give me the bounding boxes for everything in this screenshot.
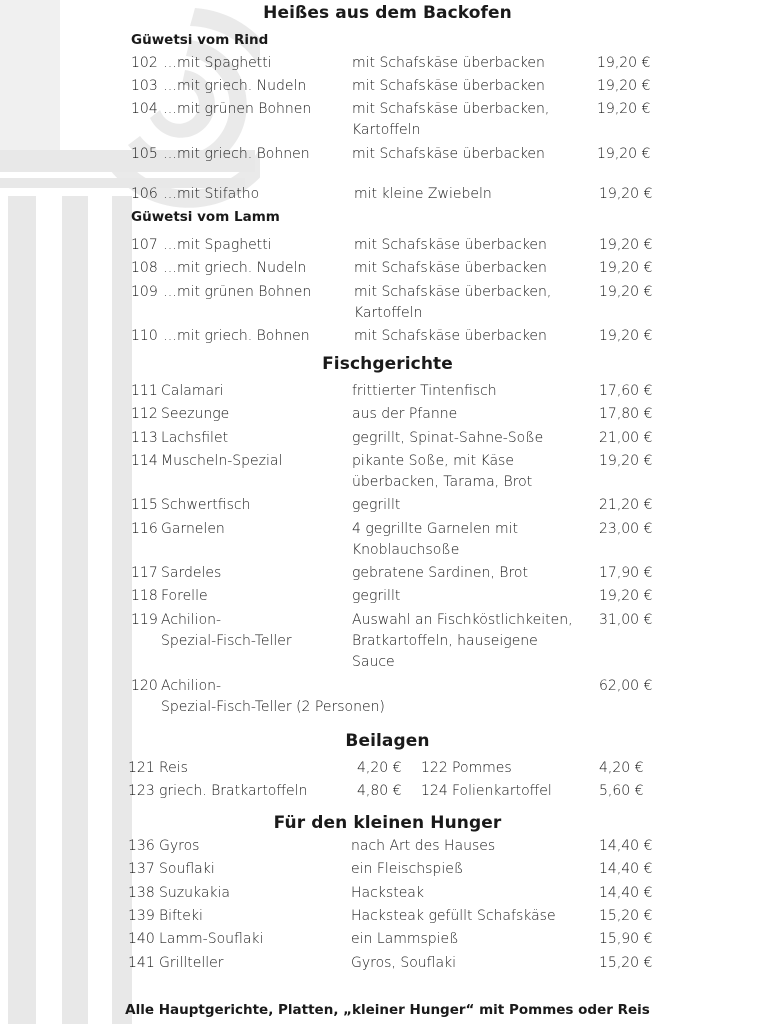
menu-item-price: 14,40 €: [599, 885, 653, 901]
menu-item-name: …mit griech. Bohnen: [163, 328, 310, 344]
menu-item-description: Hacksteak gefüllt Schafskäse: [351, 908, 556, 924]
section-title-beilagen: Beilagen: [345, 731, 430, 751]
menu-item-name: Forelle: [161, 588, 208, 604]
menu-item-description: nach Art des Hauses: [351, 838, 496, 854]
menu-item-number: 136: [128, 838, 155, 854]
menu-item-number: 108: [131, 260, 158, 276]
menu-item-description: mit Schafskäse überbacken: [354, 260, 547, 276]
menu-item-price: 23,00 €: [599, 521, 653, 537]
menu-item-price: 19,20 €: [597, 146, 651, 162]
menu-item-name: …mit Spaghetti: [163, 55, 272, 71]
menu-item-price: 21,00 €: [599, 430, 653, 446]
menu-item-number: 141: [128, 955, 155, 971]
menu-item-name: …mit grünen Bohnen: [163, 101, 312, 117]
menu-item-name: Reis: [159, 760, 188, 776]
menu-item-number: 103: [131, 78, 158, 94]
menu-item-number: 115: [131, 497, 158, 513]
menu-item-number: 106: [131, 186, 158, 202]
menu-item-name: Gyros: [159, 838, 200, 854]
menu-item-name: Pommes: [452, 760, 512, 776]
menu-item-price: 19,20 €: [599, 260, 653, 276]
menu-item-price: 31,00 €: [599, 612, 653, 628]
menu-item-description: Gyros, Souflaki: [351, 955, 457, 971]
menu-item-number: 114: [131, 453, 158, 469]
menu-item-name: …mit grünen Bohnen: [163, 284, 312, 300]
menu-item-price: 15,20 €: [599, 955, 653, 971]
menu-item-price: 62,00 €: [599, 678, 653, 694]
menu-item-number: 116: [131, 521, 158, 537]
menu-item-name: Schwertfisch: [161, 497, 251, 513]
menu-item-description: mit Schafskäse überbacken: [354, 328, 547, 344]
menu-item-number: 104: [131, 101, 158, 117]
menu-item-description: frittierter Tintenfisch: [352, 383, 497, 399]
menu-item-name: …mit Spaghetti: [163, 237, 272, 253]
menu-item-description-line2: Kartoffeln: [352, 122, 421, 138]
menu-item-description: mit Schafskäse überbacken: [352, 146, 545, 162]
section-title-hunger: Für den kleinen Hunger: [273, 813, 502, 833]
menu-item-name: Lachsfilet: [161, 430, 229, 446]
menu-item-number: 112: [131, 406, 158, 422]
menu-item-price: 19,20 €: [599, 237, 653, 253]
section-title-backofen: Heißes aus dem Backofen: [263, 3, 512, 23]
menu-item-price: 21,20 €: [599, 497, 653, 513]
menu-item-description-line2: überbacken, Tarama, Brot: [352, 474, 533, 490]
menu-item-number: 117: [131, 565, 158, 581]
menu-item-price: 17,80 €: [599, 406, 653, 422]
menu-item-description: gegrillt, Spinat-Sahne-Soße: [352, 430, 544, 446]
menu-item-price: 17,60 €: [599, 383, 653, 399]
menu-item-name: Calamari: [161, 383, 224, 399]
menu-item-name: Bifteki: [159, 908, 203, 924]
menu-item-number: 121: [128, 760, 155, 776]
menu-item-name: …mit Stifatho: [163, 186, 260, 202]
menu-item-number: 110: [131, 328, 158, 344]
section-title-fisch: Fischgerichte: [322, 354, 453, 374]
menu-item-name: …mit griech. Bohnen: [163, 146, 310, 162]
menu-item-name: Souflaki: [159, 861, 215, 877]
menu-item-price: 19,20 €: [597, 78, 651, 94]
menu-item-name: Grillteller: [159, 955, 224, 971]
menu-item-description: mit Schafskäse überbacken: [354, 237, 547, 253]
menu-item-name: Garnelen: [161, 521, 225, 537]
menu-item-number: 123: [128, 783, 155, 799]
menu-item-price: 4,20 €: [599, 760, 644, 776]
menu-item-name: Lamm-Souflaki: [159, 931, 264, 947]
menu-item-number: 140: [128, 931, 155, 947]
menu-item-description: ein Lammspieß: [351, 931, 459, 947]
menu-item-number: 111: [131, 383, 158, 399]
menu-item-price: 19,20 €: [599, 328, 653, 344]
menu-item-name: …mit griech. Nudeln: [163, 260, 307, 276]
menu-item-price: 19,20 €: [599, 588, 653, 604]
menu-item-number: 118: [131, 588, 158, 604]
subsection-title-lamm: Güwetsi vom Lamm: [131, 209, 280, 225]
menu-item-name: Muscheln-Spezial: [161, 453, 283, 469]
menu-item-name: Achilion-: [161, 678, 222, 694]
menu-item-description-line2: Knoblauchsoße: [352, 542, 460, 558]
menu-item-number: 124: [421, 783, 448, 799]
menu-item-description-line3: Sauce: [352, 654, 395, 670]
menu-item-number: 119: [131, 612, 158, 628]
menu-item-description: pikante Soße, mit Käse: [352, 453, 514, 469]
menu-item-description: aus der Pfanne: [352, 406, 458, 422]
menu-item-description: Hacksteak: [351, 885, 424, 901]
menu-item-name: Seezunge: [161, 406, 230, 422]
menu-item-price: 19,20 €: [599, 284, 653, 300]
menu-item-price: 14,40 €: [599, 861, 653, 877]
menu-item-number: 107: [131, 237, 158, 253]
menu-item-price: 5,60 €: [599, 783, 644, 799]
menu-item-name: …mit griech. Nudeln: [163, 78, 307, 94]
menu-item-description-line2: Bratkartoffeln, hauseigene: [352, 633, 538, 649]
menu-item-name-line2: Spezial-Fisch-Teller: [161, 633, 292, 649]
menu-item-number: 105: [131, 146, 158, 162]
menu-item-description-line2: Kartoffeln: [354, 305, 423, 321]
menu-item-number: 102: [131, 55, 158, 71]
menu-item-number: 137: [128, 861, 155, 877]
subsection-title-rind: Güwetsi vom Rind: [131, 32, 269, 48]
menu-item-price: 15,90 €: [599, 931, 653, 947]
menu-item-price: 14,40 €: [599, 838, 653, 854]
footer-note: Alle Hauptgerichte, Platten, „kleiner Hunger“ mit Pommes oder Reis: [125, 1002, 650, 1018]
menu-item-description: mit Schafskäse überbacken,: [354, 284, 552, 300]
menu-item-description: mit kleine Zwiebeln: [354, 186, 492, 202]
menu-item-description: gegrillt: [352, 588, 401, 604]
menu-item-name: Folienkartoffel: [452, 783, 552, 799]
menu-item-name: griech. Bratkartoffeln: [159, 783, 308, 799]
menu-item-number: 138: [128, 885, 155, 901]
menu-item-number: 120: [131, 678, 158, 694]
menu-item-name: Suzukakia: [159, 885, 230, 901]
menu-item-price: 19,20 €: [597, 55, 651, 71]
menu-item-price: 15,20 €: [599, 908, 653, 924]
menu-item-name-line2: Spezial-Fisch-Teller (2 Personen): [161, 699, 385, 715]
menu-item-price: 19,20 €: [599, 186, 653, 202]
menu-item-description: ein Fleischspieß: [351, 861, 464, 877]
menu-item-number: 109: [131, 284, 158, 300]
menu-item-description: mit Schafskäse überbacken: [352, 55, 545, 71]
menu-item-name: Achilion-: [161, 612, 222, 628]
menu-item-price: 4,80 €: [357, 783, 402, 799]
menu-item-description: mit Schafskäse überbacken,: [352, 101, 550, 117]
menu-item-number: 139: [128, 908, 155, 924]
menu-item-description: mit Schafskäse überbacken: [352, 78, 545, 94]
menu-item-name: Sardeles: [161, 565, 222, 581]
menu-item-price: 19,20 €: [597, 101, 651, 117]
menu-item-description: 4 gegrillte Garnelen mit: [352, 521, 519, 537]
menu-item-description: Auswahl an Fischköstlichkeiten,: [352, 612, 573, 628]
menu-item-number: 113: [131, 430, 158, 446]
menu-item-number: 122: [421, 760, 448, 776]
menu-item-price: 17,90 €: [599, 565, 653, 581]
menu-item-price: 4,20 €: [357, 760, 402, 776]
menu-item-price: 19,20 €: [599, 453, 653, 469]
menu-item-description: gebratene Sardinen, Brot: [352, 565, 528, 581]
menu-item-description: gegrillt: [352, 497, 401, 513]
